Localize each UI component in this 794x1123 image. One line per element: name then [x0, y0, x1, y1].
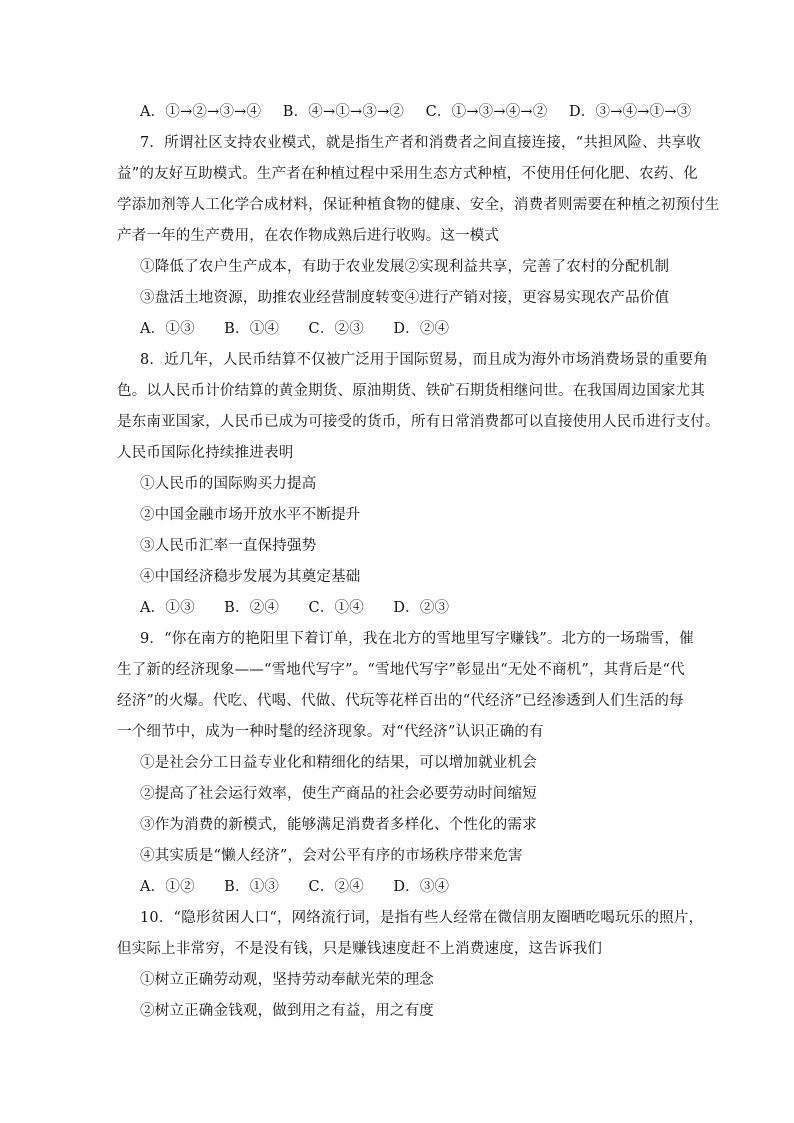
- q8-item-1: ①人民币的国际购买力提高: [140, 476, 317, 492]
- q9-line-1: 9．“你在南方的艳阳里下着订单，我在北方的雪地里写字赚钱”。北方的一场瑞雪，催: [140, 631, 694, 647]
- q7-line-3: 学添加剂等人工化学合成材料，保证种植食物的健康、安全，消费者则需要在种植之初预付生: [117, 197, 720, 213]
- q8-item-3: ③人民币汇率一直保持强势: [140, 538, 317, 554]
- q7-line-2: 益”的友好互助模式。生产者在种植过程中采用生态方式种植，不使用任何化肥、农药、化: [117, 166, 698, 182]
- q7-item-2: ③盘活土地资源，助推农业经营制度转变④进行产销对接，更容易实现农产品价值: [140, 290, 670, 306]
- q9-line-4: 一个细节中，成为一种时髦的经济现象。对“代经济”认识正确的有: [117, 724, 544, 740]
- q7-options: A．①③ B．①④ C．②③ D．②④: [140, 321, 450, 337]
- q8-line-1: 8．近几年，人民币结算不仅被广泛用于国际贸易，而且成为海外市场消费场景的重要角: [140, 352, 709, 368]
- q8-line-4: 人民币国际化持续推进表明: [117, 445, 294, 461]
- q9-item-4: ④其实质是“懒人经济”，会对公平有序的市场秩序带来危害: [140, 848, 523, 864]
- q8-item-4: ④中国经济稳步发展为其奠定基础: [140, 569, 361, 585]
- q9-item-2: ②提高了社会运行效率，使生产商品的社会必要劳动时间缩短: [140, 786, 537, 802]
- q8-line-3: 是东南亚国家，人民币已成为可接受的货币，所有日常消费都可以直接使用人民币进行支付。: [117, 414, 720, 430]
- q7-item-1: ①降低了农户生产成本，有助于农业发展②实现利益共享，完善了农村的分配机制: [140, 259, 670, 275]
- q7-line-4: 产者一年的生产费用，在农作物成熟后进行收购。这一模式: [117, 228, 500, 244]
- q8-item-2: ②中国金融市场开放水平不断提升: [140, 507, 361, 523]
- q9-line-3: 经济”的火爆。代吃、代喝、代做、代玩等花样百出的“代经济”已经渗透到人们生活的每: [117, 693, 684, 709]
- q10-item-1: ①树立正确劳动观，坚持劳动奉献光荣的理念: [140, 972, 434, 988]
- q9-item-3: ③作为消费的新模式，能够满足消费者多样化、个性化的需求: [140, 817, 537, 833]
- q7-line-1: 7．所谓社区支持农业模式，就是指生产者和消费者之间直接连接，“共担风险、共享收: [140, 135, 701, 151]
- q10-line-2: 但实际上非常穷，不是没有钱，只是赚钱速度赶不上消费速度，这告诉我们: [117, 941, 603, 957]
- q8-line-2: 色。以人民币计价结算的黄金期货、原油期货、铁矿石期货相继问世。在我国周边国家尤其: [117, 383, 705, 399]
- q9-options: A．①② B．①③ C．②④ D．③④: [140, 879, 450, 895]
- q9-line-2: 生了新的经济现象——“雪地代写字”。“雪地代写字”彰显出“无处不商机”，其背后是“代: [117, 662, 685, 678]
- q10-line-1: 10．“隐形贫困人口“，网络流行词，是指有些人经常在微信朋友圈晒吃喝玩乐的照片，: [140, 910, 704, 926]
- q6-options: A．①→②→③→④ B．④→①→③→② C．①→③→④→② D．③→④→①→③: [140, 104, 692, 120]
- q8-options: A．①③ B．②④ C．①④ D．②③: [140, 600, 450, 616]
- q9-item-1: ①是社会分工日益专业化和精细化的结果，可以增加就业机会: [140, 755, 537, 771]
- q10-item-2: ②树立正确金钱观，做到用之有益，用之有度: [140, 1003, 434, 1019]
